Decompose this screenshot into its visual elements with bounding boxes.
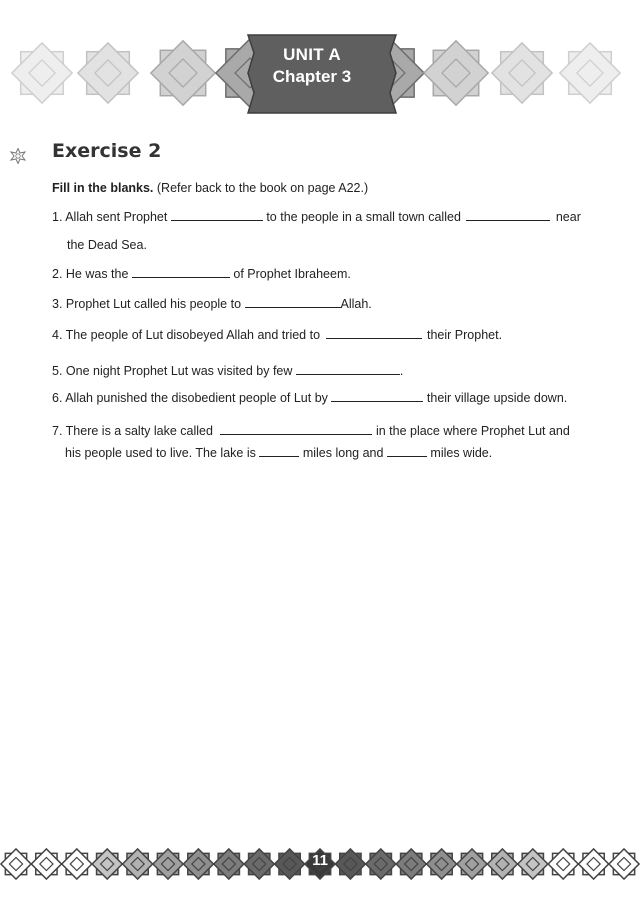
instruction-bold: Fill in the blanks. [52,181,154,195]
footer-star-ornament [214,849,244,879]
answer-blank[interactable] [387,446,427,457]
question-6 [52,391,567,405]
star-ornament [151,41,215,105]
chapter-title: Chapter 3 [272,67,352,86]
question-2 [52,267,351,281]
footer-star-ornament [62,849,92,879]
question-text: of Prophet Ibraheem. [233,267,351,281]
question-text: 4. The people of Lut disobeyed Allah and tried to [52,328,321,342]
question-text: to the people in a small town called [266,210,461,224]
footer-star-ornament [275,849,305,879]
question-3 [52,297,372,311]
footer-star-ornament [335,849,365,879]
footer-star-ornament [518,849,548,879]
question-text: near [555,210,581,224]
star-ornament [12,43,72,103]
footer-star-ornament [153,849,183,879]
header-banner [0,25,644,120]
instructions [52,181,368,195]
question-text: their Prophet. [427,328,503,342]
answer-blank[interactable] [259,446,299,457]
question-1-continued: the Dead Sea. [67,238,147,252]
page-number: 11 [312,852,328,869]
footer-star-ornament [31,849,61,879]
question-text: Allah. [340,297,372,311]
question-text: 7. There is a salty lake called [52,424,213,438]
answer-blank[interactable] [220,424,372,435]
question-text: 2. He was the [52,267,129,281]
exercise-title: Exercise 2 [52,140,162,162]
question-text: 6. Allah punished the disobedient people of Lut by [52,391,328,405]
footer-star-ornament [183,849,213,879]
answer-blank[interactable] [326,328,422,339]
answer-blank[interactable] [132,267,230,278]
question-text: 5. One night Prophet Lut was visited by few [52,364,293,378]
question-text: in the place where Prophet Lut and [375,424,570,438]
footer-star-ornament [92,849,122,879]
answer-blank[interactable] [171,210,263,221]
answer-blank[interactable] [331,391,423,402]
footer-star-ornament [366,849,396,879]
footer-star-ornament [427,849,457,879]
footer-star-ornament [609,849,639,879]
star-bullet-icon [10,148,26,164]
footer-star-ornament [123,849,153,879]
question-text: their village upside down. [426,391,568,405]
question-text: . [399,364,404,378]
question-7-continued [65,446,492,460]
footer-star-ornament [487,849,517,879]
instruction-text: (Refer back to the book on page A22.) [153,181,369,195]
footer-star-ornament [579,849,609,879]
answer-blank[interactable] [466,210,550,221]
star-ornament [424,41,488,105]
star-ornament [560,43,620,103]
answer-blank[interactable] [296,364,400,375]
question-text: miles wide. [430,446,493,460]
unit-chapter-badge [240,33,384,107]
star-ornament [78,43,138,103]
question-text: miles long and [302,446,384,460]
question-text: 1. Allah sent Prophet [52,210,168,224]
question-7 [52,424,570,438]
question-text: 3. Prophet Lut called his people to [52,297,242,311]
unit-title: UNIT A [283,45,341,64]
footer-star-ornament [1,849,31,879]
question-text: his people used to live. The lake is [65,446,256,460]
question-4 [52,328,502,342]
answer-blank[interactable] [245,297,341,308]
question-1 [52,210,581,224]
footer-star-ornament [396,849,426,879]
question-5 [52,364,403,378]
footer-star-ornament [457,849,487,879]
footer-star-ornament [548,849,578,879]
star-ornament [492,43,552,103]
footer-star-ornament [244,849,274,879]
